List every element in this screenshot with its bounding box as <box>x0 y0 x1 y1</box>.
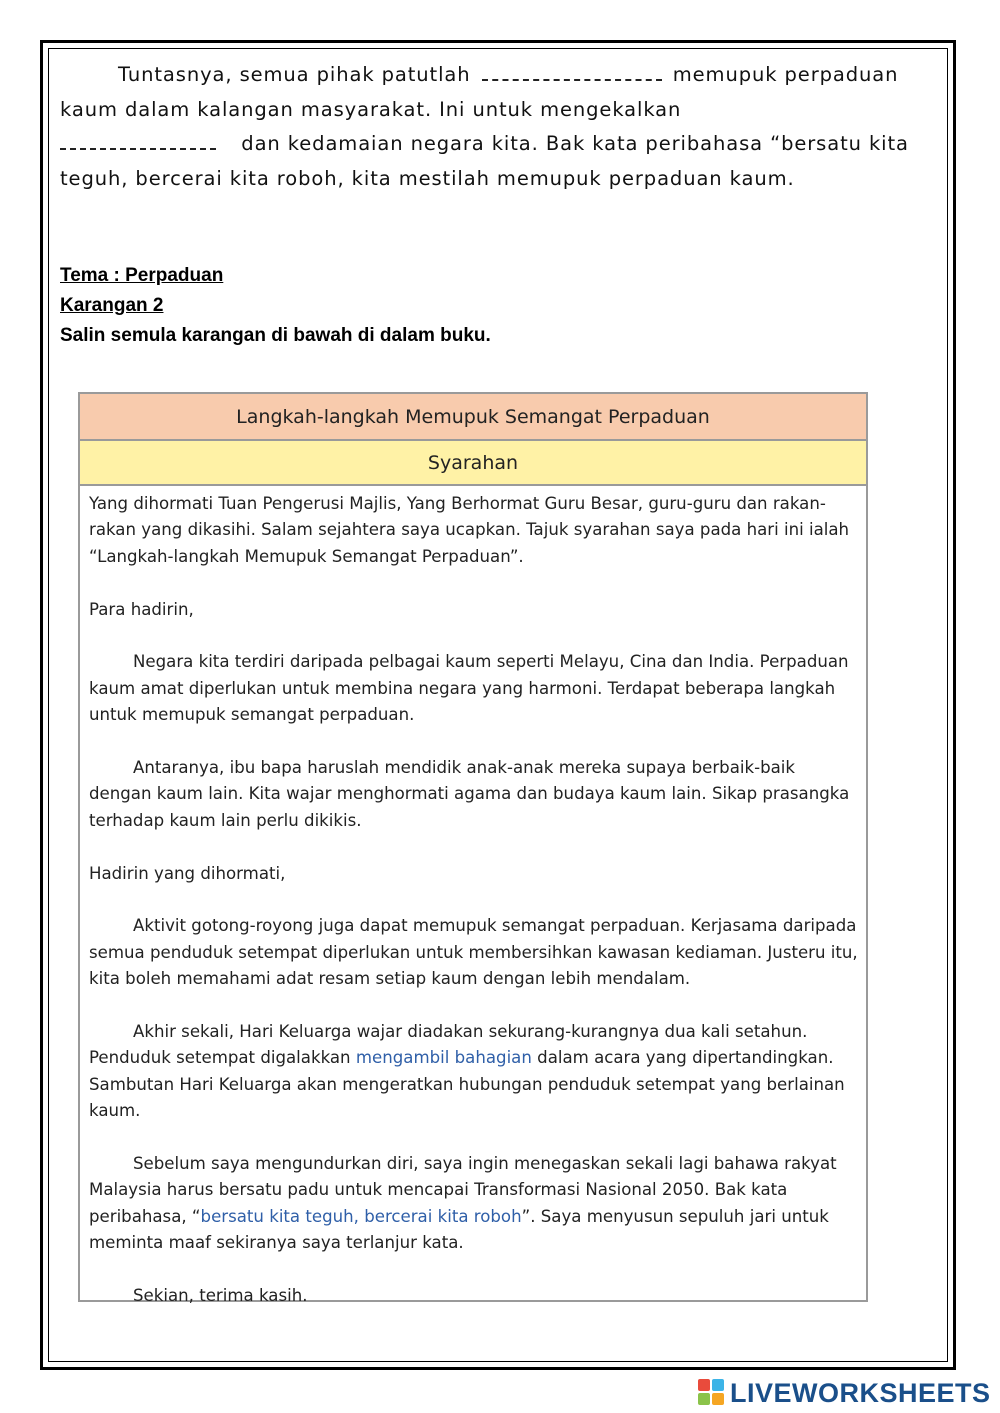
fill-blank-2[interactable] <box>60 130 216 150</box>
essay-paragraph: Antaranya, ibu bapa haruslah mendidik anak-anak mereka supaya berbaik-baik dengan kaum lain. Kita wajar menghormati agama dan budaya kaum lain. Sikap prasangka terhadap kaum lain perlu dikikis. <box>89 758 850 830</box>
theme-heading: Tema : Perpaduan <box>60 265 224 286</box>
essay-text: dalam acara yang dipertandingkan. Sambutan Hari Keluarga akan mengeratkan hubungan penduduk setempat yang berlainan kaum. <box>89 1048 845 1121</box>
intro-text-2: memupuk perpaduan kaum dalam kalangan masyarakat. Ini untuk mengekalkan <box>60 63 899 121</box>
logo-icon <box>698 1379 726 1407</box>
essay-number-heading: Karangan 2 <box>60 295 164 316</box>
highlighted-proverb: bersatu kita teguh, bercerai kita roboh <box>200 1206 522 1226</box>
essay-paragraph: Aktivit gotong-royong juga dapat memupuk semangat perpaduan. Kerjasama daripada semua penduduk setempat diperlukan untuk membersihkan kawasan kediaman. Justeru itu, kita boleh memahami adat resam setiap kaum dengan lebih mendalam. <box>89 916 858 989</box>
fill-blank-1[interactable] <box>482 61 662 81</box>
intro-paragraph <box>60 58 920 196</box>
essay-subtitle: Syarahan <box>80 441 866 486</box>
essay-paragraph: Sekian, terima kasih. <box>133 1286 308 1306</box>
essay-text: Sebelum saya mengundurkan diri, saya ingin menegaskan sekali lagi bahawa rakyat Malaysia harus bersatu padu untuk mencapai Transformasi Nasional 2050. Bak kata peribahasa, “ <box>89 1154 837 1226</box>
essay-paragraph: Yang dihormati Tuan Pengerusi Majlis, Yang Berhormat Guru Besar, guru-guru dan rakan-rakan yang dikasihi. Salam sejahtera saya ucapkan. Tajuk syarahan saya pada hari ini ialah “Langkah-langkah Memupuk Semangat Perpaduan”. <box>89 494 850 566</box>
intro-text-1: Tuntasnya, semua pihak patutlah <box>118 63 471 86</box>
intro-text-3: dan kedamaian negara kita. Bak kata peribahasa “bersatu kita teguh, bercerai kita roboh, kita mestilah memupuk perpaduan kaum. <box>60 132 909 190</box>
essay-paragraph: Negara kita terdiri daripada pelbagai kaum seperti Melayu, Cina dan India. Perpaduan kaum amat diperlukan untuk membina negara yang harmoni. Terdapat beberapa langkah untuk memupuk semangat perpaduan. <box>89 652 849 725</box>
essay-title: Langkah-langkah Memupuk Semangat Perpaduan <box>80 394 866 441</box>
liveworksheets-logo <box>698 1376 991 1410</box>
essay-text: Akhir sekali, Hari Keluarga wajar diadakan sekurang-kurangnya dua kali setahun. Penduduk setempat digalakkan <box>89 1022 808 1068</box>
highlighted-phrase: mengambil bahagian <box>355 1048 532 1068</box>
essay-paragraph: Para hadirin, <box>89 599 194 619</box>
essay-paragraph <box>89 1019 858 1125</box>
instruction-text: Salin semula karangan di bawah di dalam buku. <box>60 325 491 346</box>
essay-box <box>78 392 868 1306</box>
essay-text: ”. Saya menyusun sepuluh jari untuk meminta maaf sekiranya saya terlanjur kata. <box>89 1206 829 1253</box>
essay-body <box>80 486 866 1309</box>
essay-paragraph: Hadirin yang dihormati, <box>89 863 286 883</box>
essay-paragraph <box>89 1151 858 1257</box>
logo-text: LIVEWORKSHEETS <box>730 1377 991 1408</box>
